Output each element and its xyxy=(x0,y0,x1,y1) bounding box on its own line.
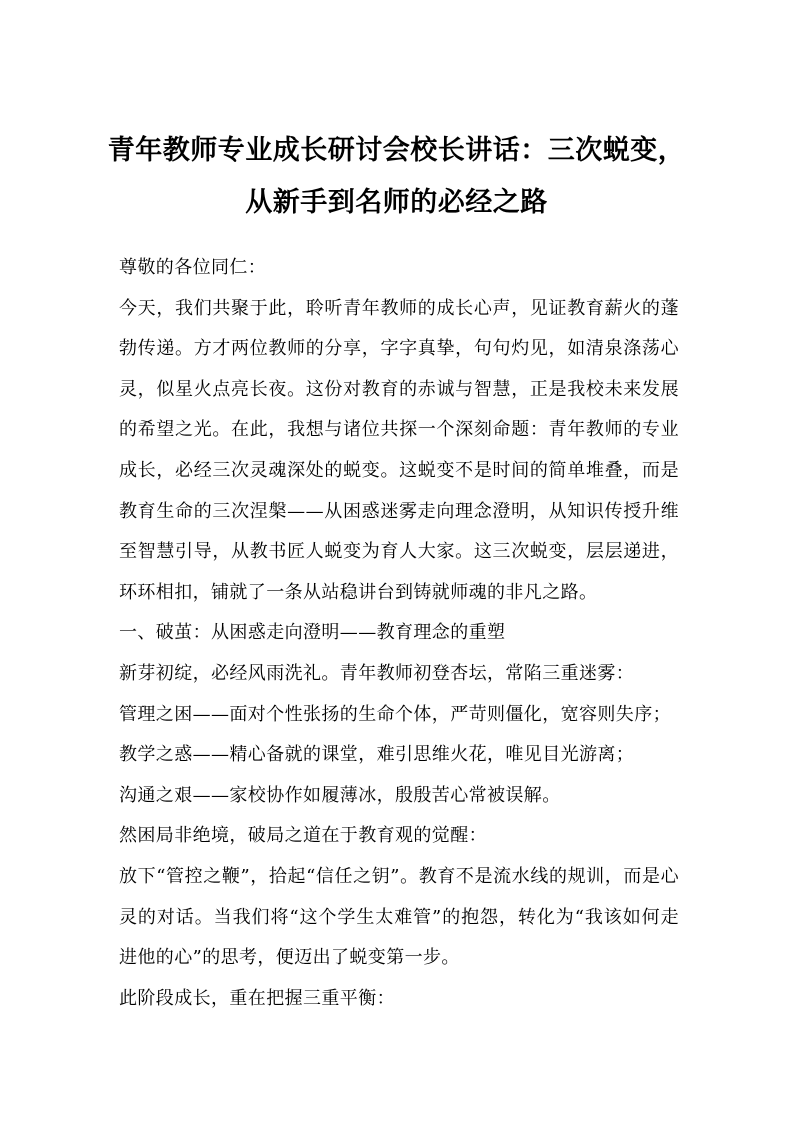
paragraph: 沟通之艰——家校协作如履薄冰，殷殷苦心常被误解。 xyxy=(119,784,561,806)
paragraph: 然困局非绝境，破局之道在于教育观的觉醒： xyxy=(119,825,487,847)
paragraph: 放下“管控之鞭”，拾起“信任之钥”。教育不是流水线的规训，而是心灵的对话。当我们将“这个学生太难管”的抱怨，转化为“我该如何走进他的心”的思考，便迈出了蜕变第一步。 xyxy=(119,865,679,969)
salutation: 尊敬的各位同仁： xyxy=(119,257,267,278)
paragraph: 此阶段成长，重在把握三重平衡： xyxy=(119,987,395,1009)
section-heading: 一、破茧：从困惑走向澄明——教育理念的重塑 xyxy=(119,622,506,644)
document-body xyxy=(119,248,679,1019)
paragraph: 管理之困——面对个性张扬的生命个体，严苛则僵化，宽容则失序； xyxy=(119,703,671,725)
paragraph: 教学之惑——精心备就的课堂，难引思维火花，唯见目光游离； xyxy=(119,744,635,766)
paragraph: 新芽初绽，必经风雨洗礼。青年教师初登杏坛，常陷三重迷雾： xyxy=(119,662,635,684)
paragraph: 今天，我们共聚于此，聆听青年教师的成长心声，见证教育薪火的蓬勃传递。方才两位教师的分享，字字真挚，句句灼见，如清泉涤荡心灵，似星火点亮长夜。这份对教育的赤诚与智慧，正是我校未来发展的希望之光。在此，我想与诸位共探一个深刻命题：青年教师的专业成长，必经三次灵魂深处的蜕变。这蜕变不是时间的简单堆叠，而是教育生命的三次涅槃——从困惑迷雾走向理念澄明，从知识传授升维至智慧引导，从教书匠人蜕变为育人大家。这三次蜕变，层层递进，环环相扣，铺就了一条从站稳讲台到铸就师魂的非凡之路。 xyxy=(119,297,679,603)
document-title: 青年教师专业成长研讨会校长讲话：三次蜕变，从新手到名师的必经之路 xyxy=(107,135,686,218)
